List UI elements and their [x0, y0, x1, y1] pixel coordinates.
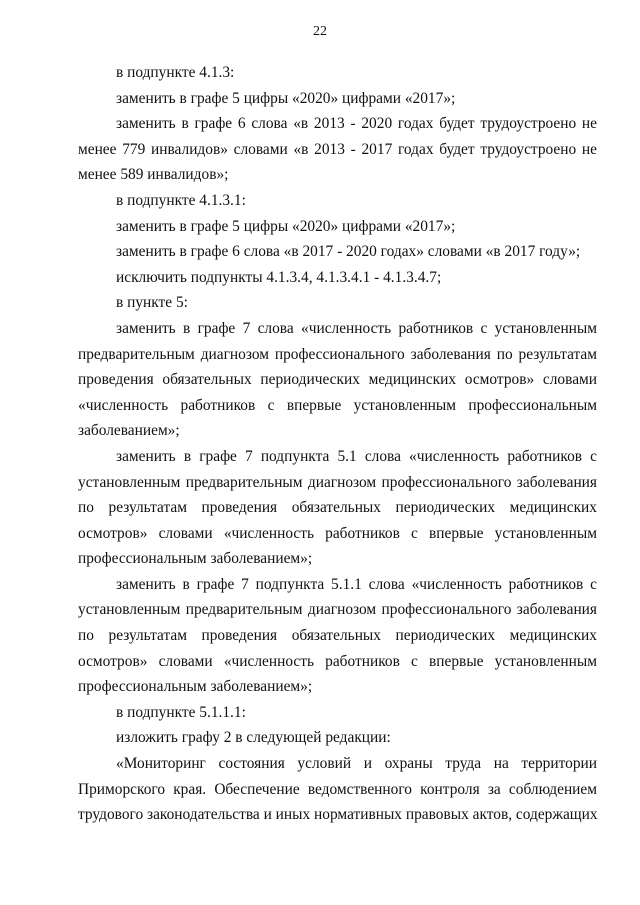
text-line: заменить в графе 6 слова «в 2013 - 2020 годах будет трудоустроено не — [116, 115, 597, 133]
text-line: заменить в графе 7 подпункта 5.1 слова «численность работников с — [116, 447, 597, 465]
text-line: заменить в графе 5 цифры «2020» цифрами «2017»; — [116, 89, 456, 107]
text-line: заменить в графе 6 слова «в 2017 - 2020 годах» словами «в 2017 году»; — [116, 243, 581, 261]
text-line: «численность работников с впервые установленным профессиональным — [78, 396, 597, 414]
page-number: 22 — [313, 24, 327, 39]
text-line: предварительным диагнозом профессионального заболевания по результатам — [78, 345, 597, 363]
text-line: установленным предварительным диагнозом профессионального заболевания — [78, 473, 597, 491]
text-line: Приморского края. Обеспечение ведомственного контроля за соблюдением — [78, 780, 597, 798]
text-line: по результатам проведения обязательных периодических медицинских — [78, 627, 597, 645]
text-line: менее 779 инвалидов» словами «в 2013 - 2017 годах будет трудоустроено не — [78, 140, 597, 158]
text-line: в пункте 5: — [116, 294, 188, 312]
text-line: профессиональным заболеванием»; — [78, 550, 313, 568]
text-line: «Мониторинг состояния условий и охраны труда на территории — [116, 755, 597, 773]
document-body — [78, 60, 597, 828]
text-line: по результатам проведения обязательных периодических медицинских — [78, 499, 597, 517]
text-line: в подпункте 5.1.1.1: — [116, 703, 246, 721]
text-line: в подпункте 4.1.3: — [116, 64, 235, 81]
text-line: проведения обязательных периодических медицинских осмотров» словами — [78, 371, 597, 389]
text-line: менее 589 инвалидов»; — [78, 166, 229, 184]
text-line: заменить в графе 7 подпункта 5.1.1 слова «численность работников с — [116, 575, 597, 593]
text-line: осмотров» словами «численность работников с впервые установленным — [78, 652, 597, 670]
text-line: профессиональным заболеванием»; — [78, 678, 313, 696]
text-line: заменить в графе 7 слова «численность работников с установленным — [116, 319, 597, 337]
text-line: изложить графу 2 в следующей редакции: — [116, 729, 391, 747]
text-line: заменить в графе 5 цифры «2020» цифрами «2017»; — [116, 217, 456, 235]
text-line: установленным предварительным диагнозом профессионального заболевания — [78, 601, 597, 619]
text-line: трудового законодательства и иных нормативных правовых актов, содержащих — [78, 806, 598, 824]
text-line: осмотров» словами «численность работников с впервые установленным — [78, 524, 597, 542]
text-line: заболеванием»; — [78, 422, 180, 440]
text-line: исключить подпункты 4.1.3.4, 4.1.3.4.1 - 4.1.3.4.7; — [116, 268, 442, 286]
text-line: в подпункте 4.1.3.1: — [116, 191, 246, 209]
